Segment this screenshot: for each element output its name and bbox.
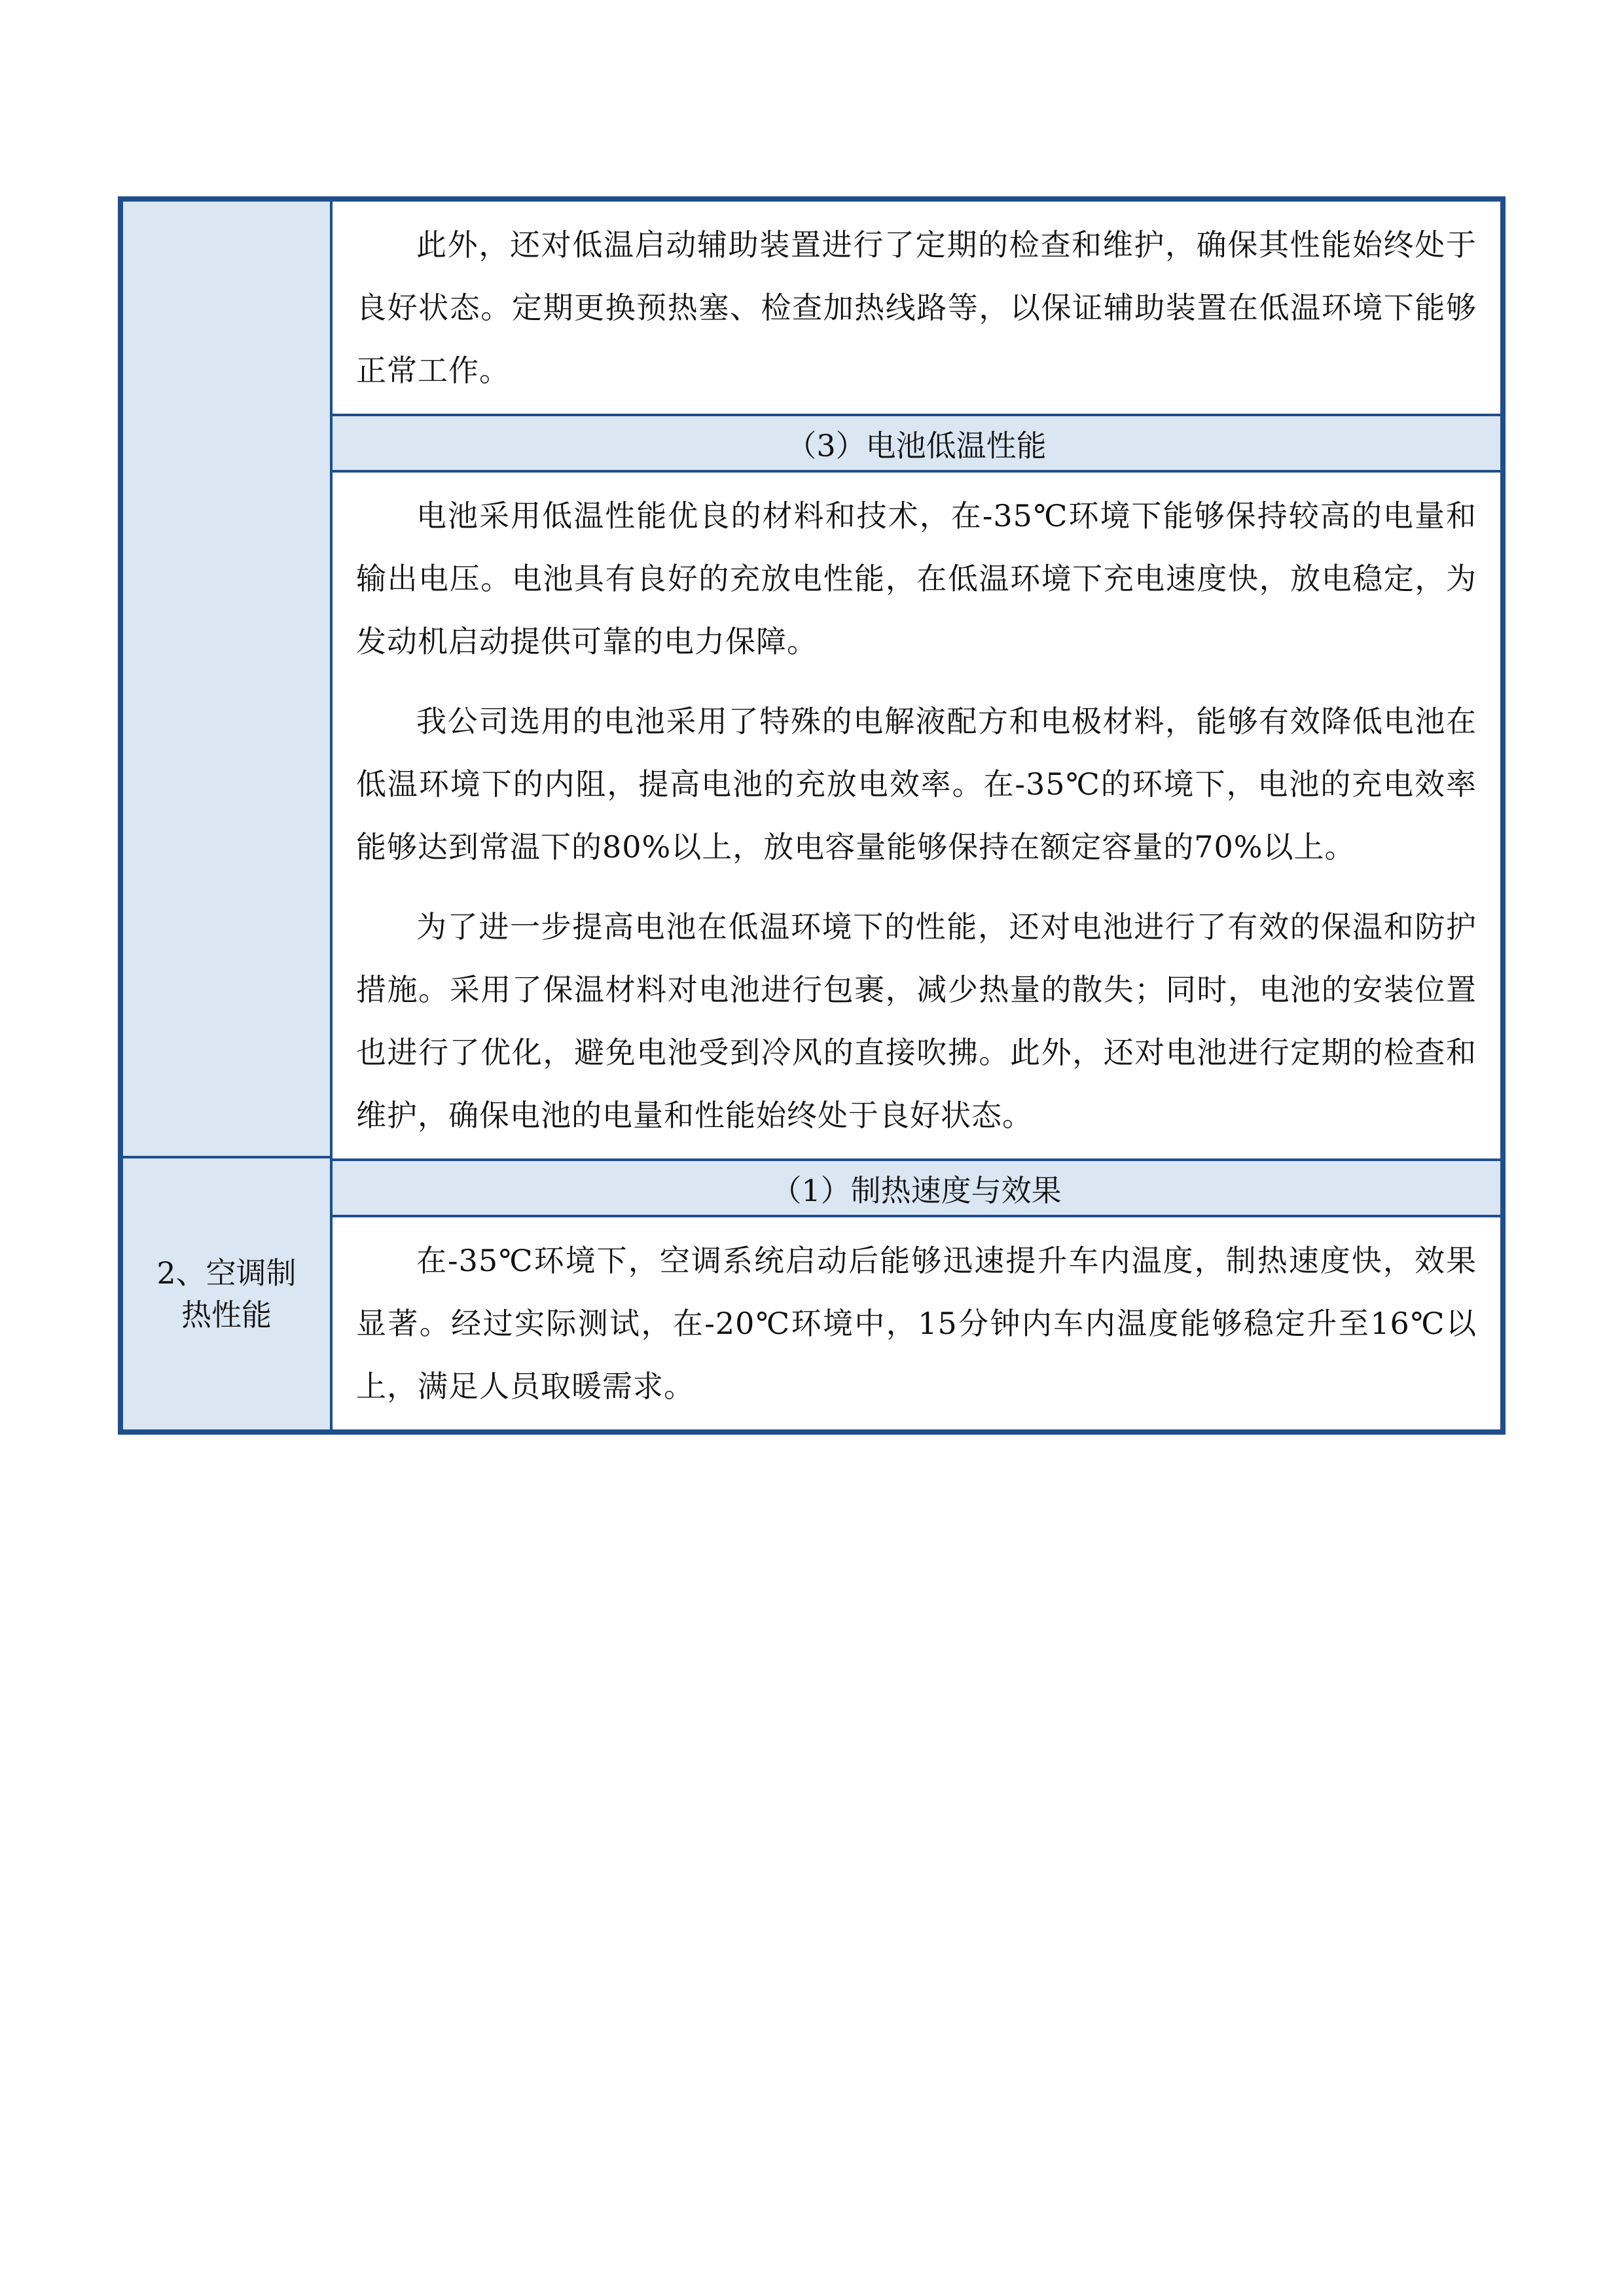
paragraph: 为了进一步提高电池在低温环境下的性能，还对电池进行了有效的保温和防护措施。采用了保温材料对电池进行包裹，减少热量的散失；同时，电池的安装位置也进行了优化，避免电池受到冷风的直接吹拂。此外，还对电池进行定期的检查和维护，确保电池的电量和性能始终处于良好状态。	[356, 909, 1477, 1133]
spec-table	[118, 196, 1506, 1435]
body-cell-auxiliary-maintenance	[333, 202, 1500, 414]
body-cell-heating	[333, 1217, 1500, 1429]
subheading-heating-speed: （1）制热速度与效果	[333, 1158, 1500, 1217]
section-label-text: 2、空调制热性能	[156, 1255, 297, 1333]
section-label-ac-heating	[123, 1158, 333, 1429]
subheading-battery-low-temp: （3）电池低温性能	[333, 414, 1500, 473]
paragraph: 在-35℃环境下，空调系统启动后能够迅速提升车内温度，制热速度快，效果显著。经过实际测试，在-20℃环境中，15分钟内车内温度能够稳定升至16℃以上，满足人员取暖需求。	[356, 1243, 1477, 1404]
paragraph: 电池采用低温性能优良的材料和技术，在-35℃环境下能够保持较高的电量和输出电压。电池具有良好的充放电性能，在低温环境下充电速度快，放电稳定，为发动机启动提供可靠的电力保障。	[356, 498, 1477, 659]
body-cell-battery	[333, 473, 1500, 1158]
section-label-cell-empty	[123, 202, 333, 1158]
paragraph: 此外，还对低温启动辅助装置进行了定期的检查和维护，确保其性能始终处于良好状态。定期更换预热塞、检查加热线路等，以保证辅助装置在低温环境下能够正常工作。	[356, 227, 1477, 388]
paragraph: 我公司选用的电池采用了特殊的电解液配方和电极材料，能够有效降低电池在低温环境下的内阻，提高电池的充放电效率。在-35℃的环境下，电池的充电效率能够达到常温下的80%以上，放电容量能够保持在额定容量的70%以上。	[356, 704, 1477, 865]
